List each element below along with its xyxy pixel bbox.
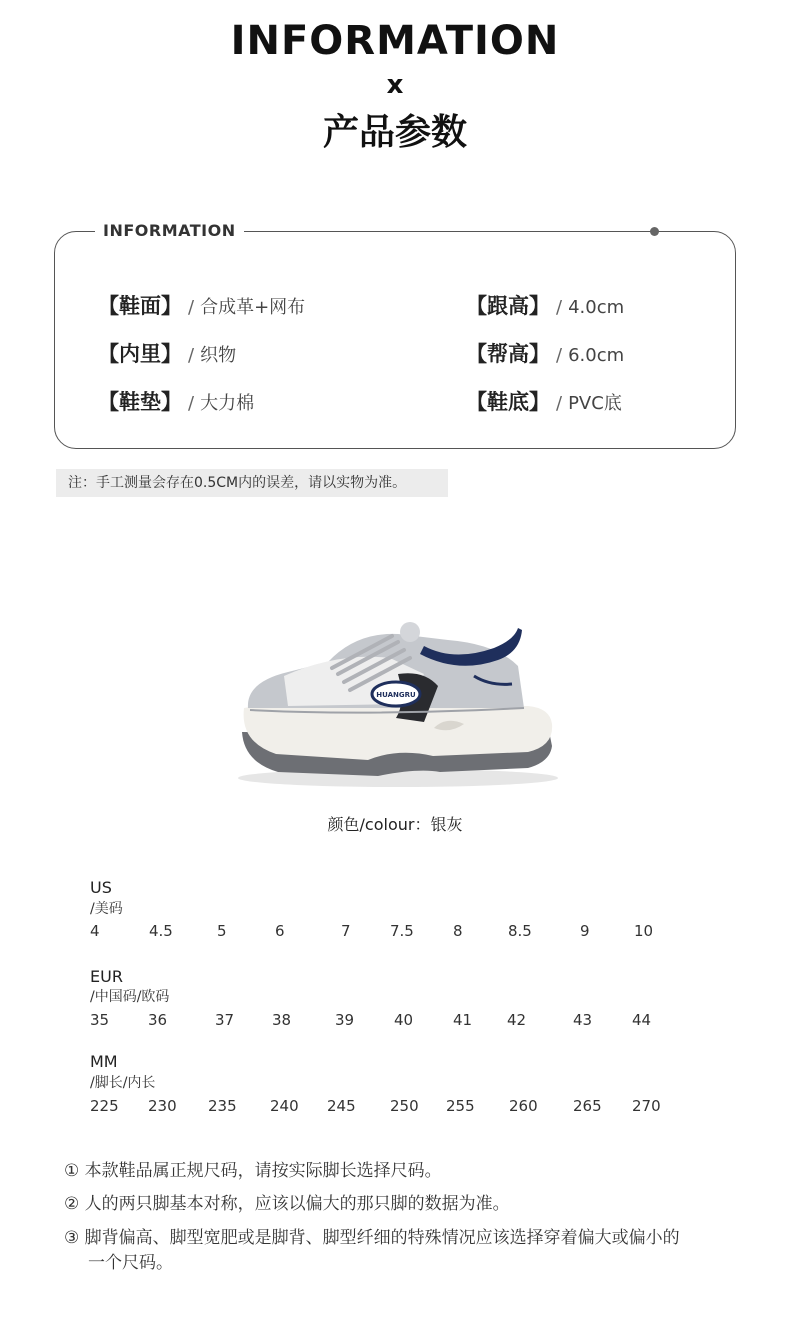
size-eur-value: 38 xyxy=(272,1011,292,1029)
spec-sep: / xyxy=(188,393,195,414)
spec-key: 【帮高】 xyxy=(466,342,550,366)
size-mm-value: 240 xyxy=(270,1097,299,1115)
size-mm-value: 230 xyxy=(148,1097,177,1115)
measurement-note: 注：手工测量会存在0.5CM内的误差，请以实物为准。 xyxy=(56,469,448,497)
size-mm-value: 255 xyxy=(446,1097,475,1115)
size-eur-head: EUR xyxy=(90,967,123,986)
size-eur-value: 37 xyxy=(215,1011,235,1029)
spec-insole xyxy=(98,386,254,416)
card-title: INFORMATION xyxy=(95,221,244,240)
spec-outsole xyxy=(466,386,622,416)
page-subtitle: 产品参数 xyxy=(322,112,467,153)
size-mm-value: 270 xyxy=(632,1097,661,1115)
size-us-value: 4.5 xyxy=(149,922,173,940)
size-mm-value: 265 xyxy=(573,1097,602,1115)
spec-key: 【内里】 xyxy=(98,342,182,366)
size-us-value: 5 xyxy=(217,922,227,940)
size-eur-value: 42 xyxy=(507,1011,527,1029)
title-x: x xyxy=(386,70,404,100)
size-tip: ③ 脚背偏高、脚型宽肥或是脚背、脚型纤细的特殊情况应该选择穿着偏大或偏小的 xyxy=(64,1228,680,1248)
spec-key: 【鞋底】 xyxy=(466,390,550,414)
size-mm-value: 250 xyxy=(390,1097,419,1115)
size-mm-sub: /脚长/内长 xyxy=(90,1075,156,1091)
spec-value: 合成革+网布 xyxy=(200,297,306,318)
spec-value: PVC底 xyxy=(568,393,622,414)
spec-sep: / xyxy=(556,297,563,318)
card-dot xyxy=(650,227,659,236)
spec-value: 大力棉 xyxy=(200,393,255,414)
spec-sep: / xyxy=(556,345,563,366)
size-us-sub: /美码 xyxy=(90,901,123,917)
size-mm-value: 225 xyxy=(90,1097,119,1115)
size-mm-value: 245 xyxy=(327,1097,356,1115)
size-us-value: 4 xyxy=(90,922,100,940)
spec-key: 【鞋垫】 xyxy=(98,390,182,414)
spec-value: 6.0cm xyxy=(568,345,625,366)
size-us-value: 6 xyxy=(275,922,285,940)
size-us-value: 9 xyxy=(580,922,590,940)
size-us-value: 7.5 xyxy=(390,922,414,940)
page-title: INFORMATION xyxy=(230,18,560,64)
spec-upper xyxy=(98,290,305,320)
colour-label: 颜色/colour：银灰 xyxy=(327,815,463,834)
size-us-value: 8 xyxy=(453,922,463,940)
spec-sep: / xyxy=(556,393,563,414)
size-eur-value: 39 xyxy=(335,1011,355,1029)
shoe-logo-text: HUANGRU xyxy=(376,691,416,699)
size-us-value: 8.5 xyxy=(508,922,532,940)
spec-sep: / xyxy=(188,345,195,366)
spec-key: 【跟高】 xyxy=(466,294,550,318)
size-eur-value: 44 xyxy=(632,1011,652,1029)
size-eur-sub: /中国码/欧码 xyxy=(90,989,170,1005)
spec-heel-height xyxy=(466,290,624,320)
size-tip-continued: 一个尺码。 xyxy=(88,1253,173,1273)
size-tip: ② 人的两只脚基本对称，应该以偏大的那只脚的数据为准。 xyxy=(64,1194,510,1214)
spec-value: 4.0cm xyxy=(568,297,625,318)
spec-value: 织物 xyxy=(200,345,237,366)
size-eur-value: 40 xyxy=(394,1011,414,1029)
spec-shaft-height xyxy=(466,338,624,368)
size-eur-value: 41 xyxy=(453,1011,473,1029)
size-mm-value: 260 xyxy=(509,1097,538,1115)
size-mm-value: 235 xyxy=(208,1097,237,1115)
spec-lining xyxy=(98,338,236,368)
size-us-value: 7 xyxy=(341,922,351,940)
size-mm-head: MM xyxy=(90,1052,118,1071)
spec-key: 【鞋面】 xyxy=(98,294,182,318)
size-us-value: 10 xyxy=(634,922,654,940)
size-eur-value: 43 xyxy=(573,1011,593,1029)
size-tip: ① 本款鞋品属正规尺码，请按实际脚长选择尺码。 xyxy=(64,1161,442,1181)
card-divider xyxy=(230,231,654,232)
product-image xyxy=(228,612,568,792)
size-us-head: US xyxy=(90,878,112,897)
size-eur-value: 35 xyxy=(90,1011,110,1029)
spec-sep: / xyxy=(188,297,195,318)
size-eur-value: 36 xyxy=(148,1011,168,1029)
